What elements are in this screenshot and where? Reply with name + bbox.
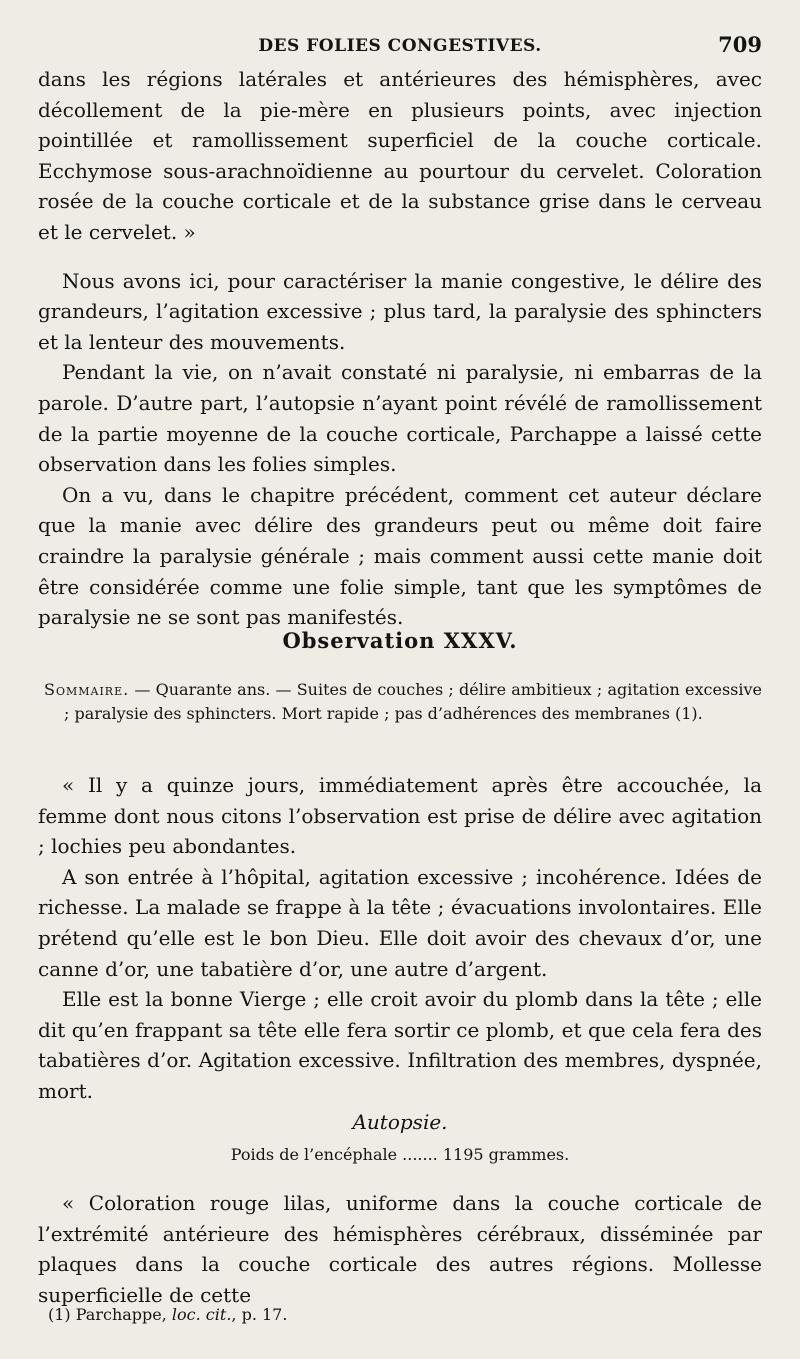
autopsie-heading: Autopsie. <box>352 1110 448 1134</box>
paragraph: Elle est la bonne Vierge ; elle croit avoir du plomb dans la tête ; elle dit qu’en frappant sa tête elle fera sortir ce plomb, et que cela fera des tabatières d’or. Agitation excessive. Infiltration des membres, dyspnée, mort. <box>38 987 762 1103</box>
footnote-page: , p. 17. <box>231 1305 288 1324</box>
paragraph: Pendant la vie, on n’avait constaté ni paralysie, ni embarras de la parole. D’autre part, l’autopsie n’ayant point révélé de ramollissement de la partie moyenne de la couche corticale, Parchappe a laissé cette observation dans les folies simples. <box>38 360 762 477</box>
text-block-1 <box>38 64 762 633</box>
observation-summary <box>44 678 762 726</box>
footnote-ref: loc. cit. <box>171 1305 232 1324</box>
footnote <box>48 1305 762 1324</box>
text-block-2 <box>38 770 762 1107</box>
running-header <box>38 30 762 62</box>
brain-weight <box>38 1145 762 1164</box>
footnote-marker: (1) Parchappe, <box>48 1305 167 1324</box>
observation-title: Observation XXXV. <box>282 628 518 653</box>
page-number: 709 <box>718 32 762 57</box>
paragraph: On a vu, dans le chapitre précédent, comment cet auteur déclare que la manie avec délire des grandeurs peut ou même doit faire craindre la paralysie générale ; mais comment aussi cette manie doit être considérée comme une folie simple, tant que les symptômes de paralysie ne se sont pas manifestés. <box>38 482 762 630</box>
paragraph: A son entrée à l’hôpital, agitation excessive ; incohérence. Idées de richesse. La malade se frappe à la tête ; évacuations involontaires. Elle prétend qu’elle est le bon Dieu. Elle doit avoir des chevaux d’or, une canne d’or, une tabatière d’or, une autre d’argent. <box>38 864 762 981</box>
weight-value: 1195 grammes. <box>442 1145 570 1164</box>
paragraph: « Coloration rouge lilas, uniforme dans la couche corticale de l’extrémité antérieure des hémisphères cérébraux, disséminée par plaques dans la couche corticale des autres régions. Mollesse superficielle de cette <box>38 1191 762 1307</box>
summary-label: Sommaire. <box>44 680 130 699</box>
weight-label: Poids de l’encéphale ....... <box>230 1145 438 1164</box>
running-title: DES FOLIES CONGESTIVES. <box>258 36 542 56</box>
text-block-3 <box>38 1188 762 1310</box>
paragraph: « Il y a quinze jours, immédiatement après être accouchée, la femme dont nous citons l’observation est prise de délire avec agitation ; lochies peu abondantes. <box>38 773 762 859</box>
continuation-paragraph: dans les régions latérales et antérieures des hémisphères, avec décollement de la pie-mère en plusieurs points, avec injection pointillée et ramollissement superficiel de la couche corticale. Ecchymose sous-arachnoïdienne au pourtour du cervelet. Coloration rosée de la couche corticale et de la substance grise dans le cerveau et le cervelet. » <box>38 67 762 244</box>
paragraph: Nous avons ici, pour caractériser la manie congestive, le délire des grandeurs, l’agitation excessive ; plus tard, la paralysie des sphincters et la lenteur des mouvements. <box>38 268 762 354</box>
summary-text: — Quarante ans. — Suites de couches ; délire ambitieux ; agitation excessive ; paralysie des sphincters. Mort rapide ; pas d’adhérences des membranes (1). <box>64 680 762 723</box>
